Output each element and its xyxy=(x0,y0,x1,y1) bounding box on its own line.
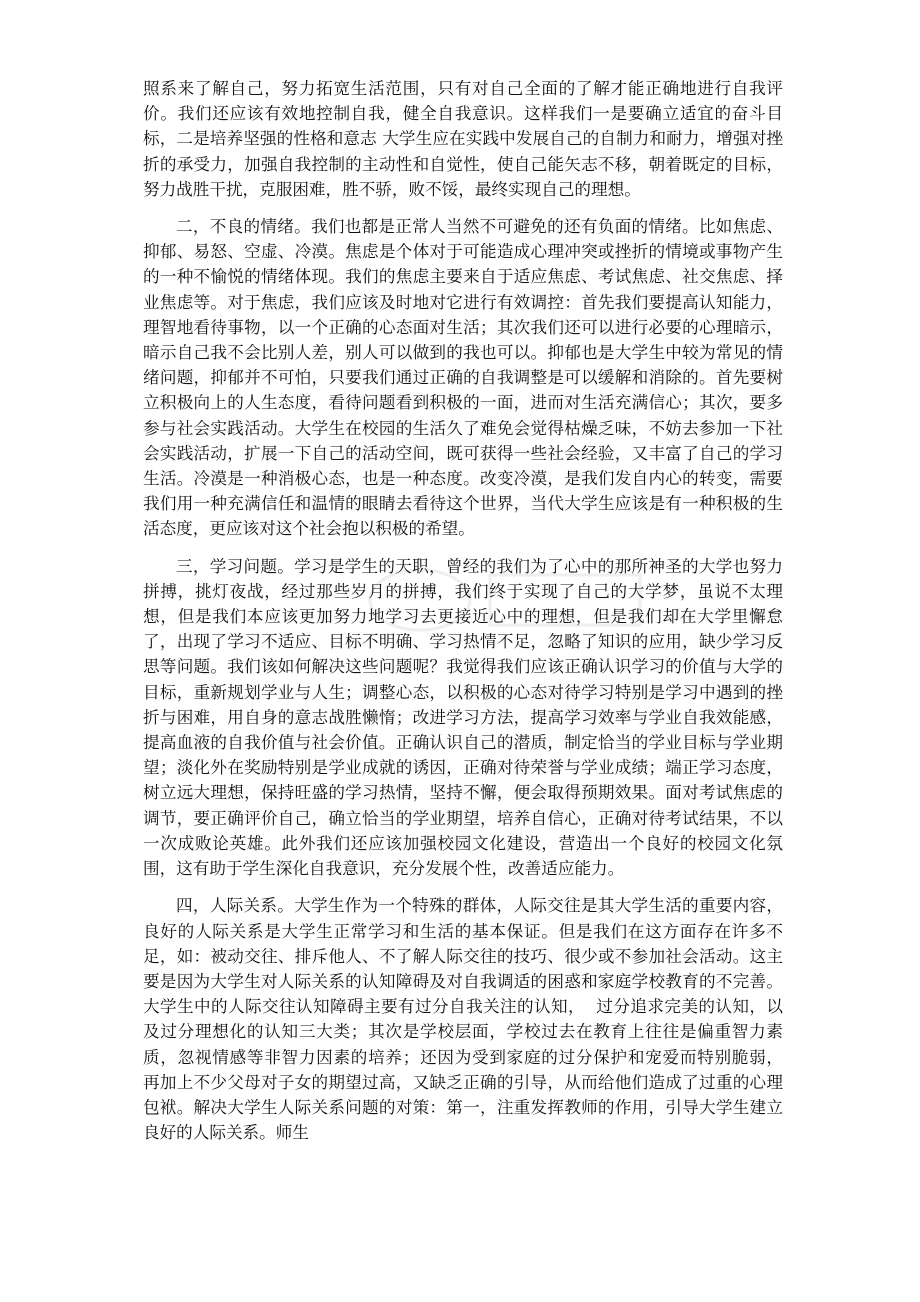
paragraph-interpersonal-relations: 四，人际关系。大学生作为一个特殊的群体，人际交往是其大学生活的重要内容， 良好的人际关系是大学生正常学习和生活的基本保证。但是我们在这方面存在许多不足，如：被动交往、排斥他人、不了解人际交往的技巧、很少或不参加社会活动。这主要是因为大学生对人际关系的认知障碍及对自我调适的困惑和家庭学校教育的不完善。大学生中的人际交往认知障碍主要有过分自我关注的认知， 过分追求完美的认知，以及过分理想化的认知三大类；其次是学校层面，学校过去在教育上往往是偏重智力素质，忽视情感等非智力因素的培养；还因为受到家庭的过分保护和宠爱而特别脆弱， 再加上不少父母对子女的期望过高，又缺乏正确的引导，从而给他们造成了过重的心理包袱。解决大学生人际关系问题的对策：第一，注重发挥教师的作用，引导大学生建立良好的人际关系。师生 xyxy=(143,896,794,1143)
paragraph-study-problems: 三，学习问题。学习是学生的天职，曾经的我们为了心中的那所神圣的大学也努力拼搏，挑灯夜战，经过那些岁月的拼搏，我们终于实现了自己的大学梦，虽说不太理想，但是我们本应该更加努力地学习去更接近心中的理想，但是我们却在大学里懈怠了，出现了学习不适应、目标不明确、学习热情不足，忽略了知识的应用，缺少学习反思等问题。我们该如何解决这些问题呢？我觉得我们应该正确认识学习的价值与大学的目标，重新规划学业与人生；调整心态，以积极的心态对待学习特别是学习中遇到的挫折与困难，用自身的意志战胜懒惰；改进学习方法，提高学习效率与学业自我效能感，提高血液的自我价值与社会价值。正确认识自己的潜质，制定恰当的学业目标与学业期望；淡化外在奖励特别是学业成就的诱因，正确对待荣誉与学业成绩；端正学习态度，树立远大理想，保持旺盛的学习热情，坚持不懈，便会取得预期效果。面对考试焦虑的调节，要正确评价自己，确立恰当的学业期望，培养自信心，正确对待考试结果，不以一次成败论英雄。此外我们还应该加强校园文化建设，营造出一个良好的校园文化氛围，这有助于学生深化自我意识，充分发展个性，改善适应能力。 xyxy=(143,556,783,879)
document-body xyxy=(143,76,794,1157)
paragraph-self-awareness-continued: 照系来了解自己，努力拓宽生活范围，只有对自己全面的了解才能正确地进行自我评价。我们还应该有效地控制自我，健全自我意识。这样我们一是要确立适宜的奋斗目标，二是培养坚强的性格和意志 大学生应在实践中发展自己的自制力和耐力，增强对挫折的承受力，加强自我控制的主动性和自觉性，使自己能矢志不移，朝着既定的目标，努力战胜干扰，克服困难，胜不骄，败不馁，最终实现自己的理想。 xyxy=(143,79,783,199)
paragraph-bad-emotions: 二，不良的情绪。我们也都是正常人当然不可避免的还有负面的情绪。比如焦虑、抑郁、易怒、空虚、冷漠。焦虑是个体对于可能造成心理冲突或挫折的情境或事物产生的一种不愉悦的情绪体现。我们的焦虑主要来自于适应焦虑、考试焦虑、社交焦虑、择业焦虑等。对于焦虑，我们应该及时地对它进行有效调控：首先我们要提高认知能力，理智地看待事物，以一个正确的心态面对生活；其次我们还可以进行必要的心理暗示，暗示自己我不会比别人差，别人可以做到的我也可以。抑郁也是大学生中较为常见的情绪问题，抑郁并不可怕，只要我们通过正确的自我调整是可以缓解和消除的。首先要树立积极向上的人生态度，看待问题看到积极的一面，进而对生活充满信心；其次，要多参与社会实践活动。大学生在校园的生活久了难免会觉得枯燥乏味，不妨去参加一下社会实践活动，扩展一下自己的活动空间，既可获得一些社会经验，又丰富了自己的学习生活。冷漠是一种消极心态，也是一种态度。改变冷漠，是我们发自内心的转变，需要我们用一种充满信任和温情的眼睛去看待这个世界，当代大学生应该是有一种积极的生活态度，更应该对这个社会抱以积极的希望。 xyxy=(143,217,783,539)
